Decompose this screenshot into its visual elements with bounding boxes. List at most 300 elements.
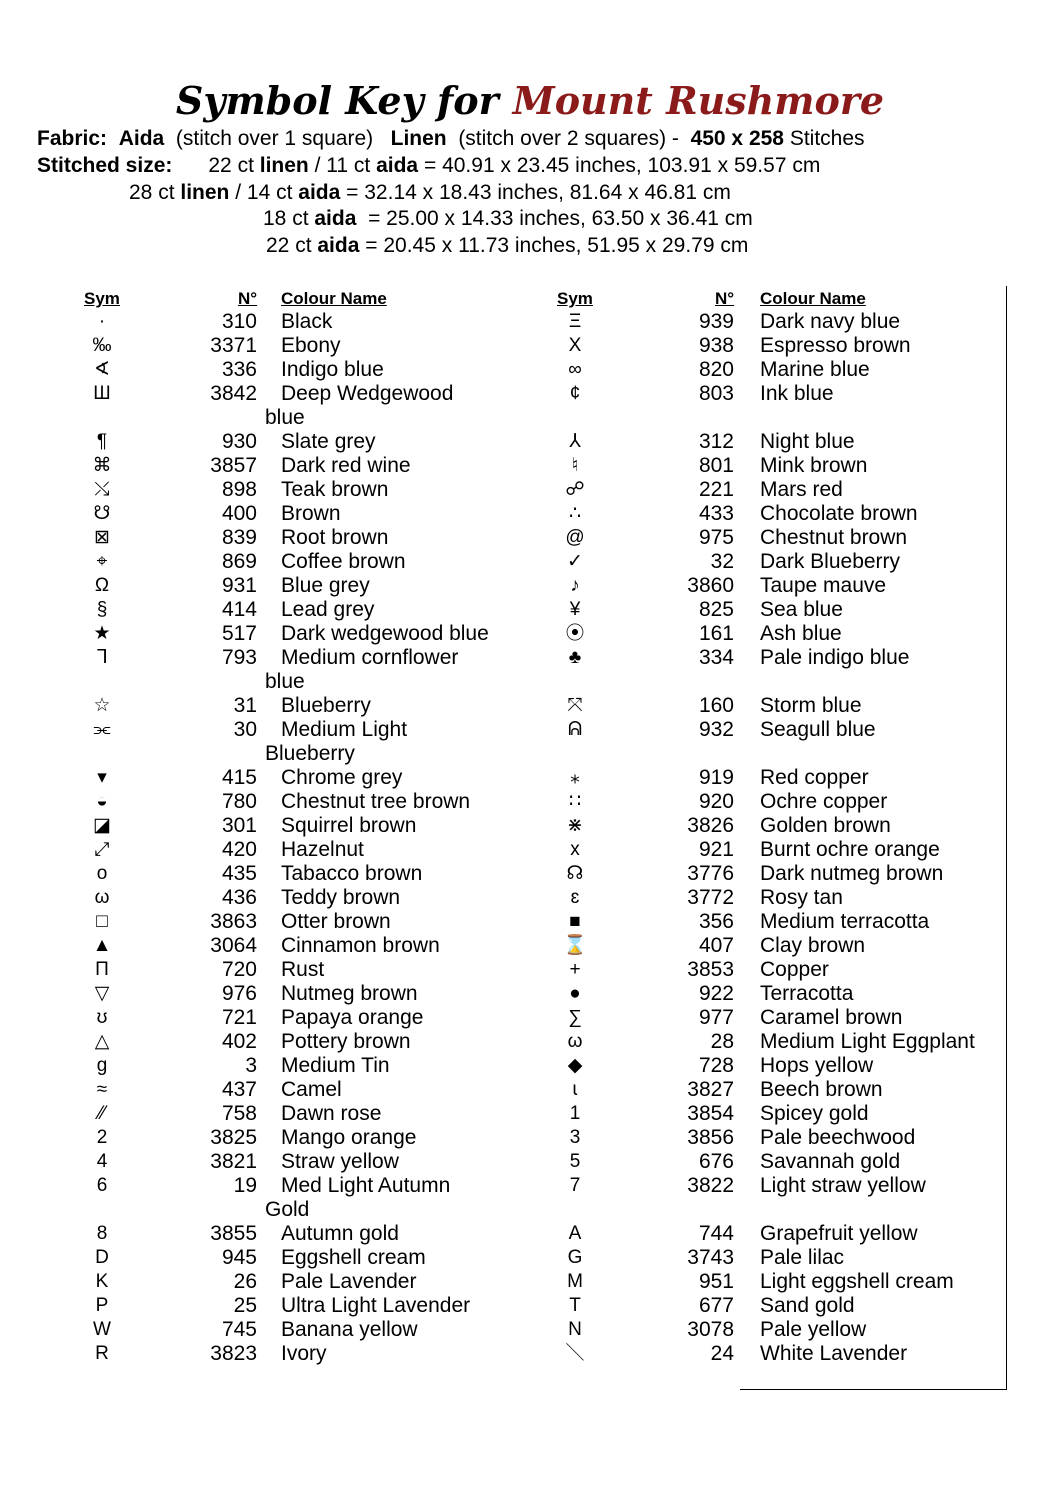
key-colour-name: Rosy tan (760, 886, 843, 909)
key-colour-name: Ebony (281, 334, 341, 357)
col-head-sym-right: Sym (557, 289, 593, 308)
key-colour-name: Teak brown (281, 478, 389, 501)
key-number: 437 (221, 1078, 257, 1101)
key-row-right (0, 790, 1000, 814)
key-number: 3823 (210, 1342, 257, 1365)
key-symbol: ≈ (96, 1079, 108, 1100)
key-number: 922 (698, 982, 734, 1005)
key-row-right (0, 1030, 1000, 1054)
fabric-line: Fabric: Aida (stitch over 1 square) Linen (stitch over 2 squares) - 450 x 258 Stitches (37, 127, 865, 150)
key-row-right (0, 1006, 1000, 1030)
key-number: 402 (221, 1030, 257, 1053)
key-number: 3064 (210, 934, 257, 957)
key-symbol: Ω (94, 575, 110, 596)
key-row-right (0, 862, 1000, 886)
size-line-2: 28 ct linen / 14 ct aida = 32.14 x 18.43 inches, 81.64 x 46.81 cm (129, 181, 731, 204)
key-number: 400 (221, 502, 257, 525)
key-colour-name: Ivory (281, 1342, 327, 1365)
key-colour-name: Hazelnut (281, 838, 364, 861)
key-colour-name: Sea blue (760, 598, 843, 621)
key-row-right (0, 1102, 1000, 1126)
key-colour-name: Night blue (760, 430, 855, 453)
key-symbol: 8 (96, 1223, 108, 1244)
key-symbol: Ξ (568, 311, 582, 332)
key-symbol: ∞ (568, 359, 582, 380)
key-number: 19 (233, 1174, 257, 1197)
key-number: 3856 (687, 1126, 734, 1149)
key-row-right (0, 382, 1000, 406)
key-row-right (0, 694, 1000, 718)
key-colour-name: Otter brown (281, 910, 391, 933)
key-symbol: ✓ (567, 551, 583, 572)
key-number: 898 (221, 478, 257, 501)
key-symbol: ◪ (93, 815, 111, 836)
key-number: 721 (221, 1006, 257, 1029)
key-number: 3 (245, 1054, 257, 1077)
key-colour-name: Papaya orange (281, 1006, 424, 1029)
key-symbol: ⤧ (567, 695, 583, 716)
key-number: 24 (710, 1342, 734, 1365)
key-row-right (0, 1222, 1000, 1246)
key-symbol: 4 (96, 1151, 108, 1172)
key-number: 30 (233, 718, 257, 741)
key-colour-name: Clay brown (760, 934, 866, 957)
key-number: 930 (221, 430, 257, 453)
key-symbol: ⋇ (567, 815, 583, 836)
key-number: 407 (698, 934, 734, 957)
key-colour-name: Marine blue (760, 358, 870, 381)
key-symbol: ⌘ (92, 455, 112, 476)
key-colour-name: Mars red (760, 478, 843, 501)
key-symbol: △ (94, 1031, 110, 1052)
key-colour-name: Golden brown (760, 814, 891, 837)
key-colour-name: Savannah gold (760, 1150, 901, 1173)
col-head-name-left: Colour Name (281, 289, 387, 308)
key-symbol: § (96, 599, 108, 620)
key-colour-name: Taupe mauve (760, 574, 887, 597)
key-number: 720 (221, 958, 257, 981)
key-symbol: ⊠ (94, 527, 110, 548)
key-colour-name: Slate grey (281, 430, 376, 453)
key-symbol: ▽ (94, 983, 110, 1004)
key-number: 3743 (687, 1246, 734, 1269)
key-number: 3842 (210, 382, 257, 405)
page-title (0, 78, 1060, 123)
key-symbol: ☊ (566, 863, 584, 884)
key-number: 3826 (687, 814, 734, 837)
key-row-right (0, 574, 1000, 598)
key-row-right (0, 1246, 1000, 1270)
key-symbol: ∢ (94, 359, 110, 380)
key-colour-name: Red copper (760, 766, 869, 789)
key-number: 745 (221, 1318, 257, 1341)
key-colour-name: Dark wedgewood blue (281, 622, 489, 645)
key-colour-name: Pottery brown (281, 1030, 411, 1053)
key-symbol: ⤢ (94, 839, 110, 860)
key-number: 3863 (210, 910, 257, 933)
key-symbol: ♮ (571, 455, 579, 476)
key-number: 939 (698, 310, 734, 333)
key-symbol: @ (565, 527, 585, 548)
key-symbol: ⅄ (569, 431, 581, 452)
key-colour-name: Medium Light Eggplant (760, 1030, 975, 1053)
key-number: 825 (698, 598, 734, 621)
key-row-right (0, 718, 1000, 742)
key-symbol: ⤯ (94, 479, 110, 500)
key-number: 26 (233, 1270, 257, 1293)
key-colour-name: Hops yellow (760, 1054, 874, 1077)
key-row-right (0, 526, 1000, 550)
key-colour-name: Pale beechwood (760, 1126, 916, 1149)
key-number: 938 (698, 334, 734, 357)
key-colour-name: Cinnamon brown (281, 934, 440, 957)
key-number: 801 (698, 454, 734, 477)
key-symbol: 6 (96, 1175, 108, 1196)
key-number: 3822 (687, 1174, 734, 1197)
table-bottom-border (740, 1389, 1007, 1390)
key-symbol: 2 (96, 1127, 108, 1148)
key-colour-name: Autumn gold (281, 1222, 399, 1245)
key-row-right (0, 838, 1000, 862)
key-colour-name: Ash blue (760, 622, 842, 645)
key-colour-name: Rust (281, 958, 325, 981)
key-row-right (0, 1294, 1000, 1318)
key-symbol: ☋ (93, 503, 111, 524)
key-colour-name: Grapefruit yellow (760, 1222, 918, 1245)
key-colour-name: Lead grey (281, 598, 375, 621)
col-head-sym-left: Sym (84, 289, 120, 308)
key-symbol: ¥ (569, 599, 581, 620)
key-colour-name: Tabacco brown (281, 862, 423, 885)
key-number: 3853 (687, 958, 734, 981)
key-symbol: □ (96, 911, 108, 932)
key-colour-name: Dark red wine (281, 454, 411, 477)
key-number: 356 (698, 910, 734, 933)
key-row-right (0, 934, 1000, 958)
key-row-right (0, 430, 1000, 454)
key-number: 3854 (687, 1102, 734, 1125)
key-colour-name: Root brown (281, 526, 389, 549)
key-number: 415 (221, 766, 257, 789)
key-symbol: ☆ (93, 695, 111, 716)
key-number: 420 (221, 838, 257, 861)
key-row-right (0, 1318, 1000, 1342)
key-number: 32 (710, 550, 734, 573)
key-symbol: ⦿ (565, 623, 585, 644)
key-colour-name: Mink brown (760, 454, 868, 477)
key-symbol: R (95, 1343, 109, 1364)
key-number: 161 (698, 622, 734, 645)
key-symbol: ᕱ (567, 719, 583, 740)
key-colour-name: Beech brown (760, 1078, 883, 1101)
key-colour-name: Med Light Autumn (281, 1174, 451, 1197)
key-symbol: ★ (93, 623, 111, 644)
key-colour-name: Light straw yellow (760, 1174, 926, 1197)
key-row-right (0, 958, 1000, 982)
key-number: 3860 (687, 574, 734, 597)
key-colour-name: Coffee brown (281, 550, 406, 573)
key-row-right (0, 766, 1000, 790)
key-number: 977 (698, 1006, 734, 1029)
key-number: 3855 (210, 1222, 257, 1245)
key-colour-name: Burnt ochre orange (760, 838, 940, 861)
key-row-right (0, 1150, 1000, 1174)
key-number: 334 (698, 646, 734, 669)
key-symbol: ⁎ (570, 767, 580, 788)
key-colour-name: Ink blue (760, 382, 834, 405)
key-symbol: ɩ (572, 1079, 578, 1100)
key-colour-name: Chrome grey (281, 766, 403, 789)
key-symbol: ▾ (97, 767, 107, 788)
key-number: 3825 (210, 1126, 257, 1149)
key-colour-name: Sand gold (760, 1294, 855, 1317)
key-number: 744 (698, 1222, 734, 1245)
key-symbol: g (96, 1055, 108, 1076)
key-symbol: 7 (569, 1175, 581, 1196)
key-colour-name: Seagull blue (760, 718, 876, 741)
key-colour-name-cont: blue (265, 406, 305, 429)
key-number: 3857 (210, 454, 257, 477)
key-symbol: ● (569, 983, 581, 1004)
key-row-right (0, 358, 1000, 382)
key-number: 336 (221, 358, 257, 381)
key-colour-name: Medium Tin (281, 1054, 390, 1077)
key-number: 3827 (687, 1078, 734, 1101)
key-symbol: 5 (569, 1151, 581, 1172)
key-colour-name-cont: blue (265, 670, 305, 693)
key-colour-name: Chestnut tree brown (281, 790, 471, 813)
key-symbol: 1 (569, 1103, 581, 1124)
key-number: 728 (698, 1054, 734, 1077)
key-row-right (0, 550, 1000, 574)
key-colour-name: Indigo blue (281, 358, 384, 381)
key-number: 975 (698, 526, 734, 549)
key-symbol: K (95, 1271, 109, 1292)
key-number: 3821 (210, 1150, 257, 1173)
key-symbol: ¢ (569, 383, 581, 404)
key-colour-name: Terracotta (760, 982, 854, 1005)
key-number: 921 (698, 838, 734, 861)
col-head-num-right: N° (715, 289, 735, 308)
key-colour-name: Copper (760, 958, 829, 981)
key-symbol: P (95, 1295, 109, 1316)
key-number: 820 (698, 358, 734, 381)
key-symbol: ⌛ (563, 935, 587, 956)
key-number: 920 (698, 790, 734, 813)
key-number: 3772 (687, 886, 734, 909)
key-symbol: o (96, 863, 108, 884)
key-colour-name: Eggshell cream (281, 1246, 426, 1269)
key-colour-name: Brown (281, 502, 341, 525)
key-colour-name: Pale Lavender (281, 1270, 417, 1293)
key-symbol: Π (95, 959, 109, 980)
key-colour-name: Dark Blueberry (760, 550, 901, 573)
key-number: 793 (221, 646, 257, 669)
key-symbol: ♣ (568, 647, 582, 668)
key-symbol: + (569, 959, 581, 980)
size-line-1: Stitched size: 22 ct linen / 11 ct aida = 40.91 x 23.45 inches, 103.91 x 59.57 cm (37, 154, 821, 177)
key-symbol: ɛ (570, 887, 580, 908)
key-colour-name: Dark navy blue (760, 310, 901, 333)
key-row-right (0, 334, 1000, 358)
size-line-3: 18 ct aida = 25.00 x 14.33 inches, 63.50 x 36.41 cm (263, 207, 753, 230)
key-colour-name: Spicey gold (760, 1102, 869, 1125)
key-colour-name: Caramel brown (760, 1006, 903, 1029)
key-symbol: ∴ (568, 503, 582, 524)
title-text: Symbol Key for (175, 78, 499, 123)
key-number: 517 (221, 622, 257, 645)
key-number: 976 (221, 982, 257, 1005)
key-symbol: W (93, 1319, 111, 1340)
key-number: 312 (698, 430, 734, 453)
col-head-num-left: N° (238, 289, 258, 308)
table-right-border (1006, 286, 1007, 1390)
key-number: 310 (221, 310, 257, 333)
key-colour-name: Mango orange (281, 1126, 417, 1149)
key-number: 932 (698, 718, 734, 741)
key-colour-name: Pale yellow (760, 1318, 867, 1341)
key-colour-name: Squirrel brown (281, 814, 417, 837)
key-symbol: ‰ (92, 335, 112, 356)
key-symbol: ◒ (96, 791, 108, 812)
key-row-right (0, 622, 1000, 646)
key-symbol: ¶ (96, 431, 108, 452)
key-number: 931 (221, 574, 257, 597)
key-number: 433 (698, 502, 734, 525)
key-row-right (0, 1126, 1000, 1150)
key-symbol: ♪ (570, 575, 580, 596)
key-row-right (0, 982, 1000, 1006)
key-symbol: N (568, 1319, 582, 1340)
key-colour-name: White Lavender (760, 1342, 908, 1365)
key-colour-name: Pale lilac (760, 1246, 845, 1269)
key-number: 436 (221, 886, 257, 909)
key-number: 301 (221, 814, 257, 837)
key-colour-name: Medium Light (281, 718, 408, 741)
key-colour-name: Medium terracotta (760, 910, 930, 933)
key-symbol: ▲ (92, 935, 112, 956)
key-colour-name: Teddy brown (281, 886, 401, 909)
key-number: 945 (221, 1246, 257, 1269)
key-row-right (0, 478, 1000, 502)
pattern-name: Mount Rushmore (512, 78, 885, 123)
key-number: 25 (233, 1294, 257, 1317)
key-symbol: ᒣ (96, 647, 108, 668)
key-symbol: ω (94, 887, 110, 908)
key-symbol: x (570, 839, 580, 860)
key-number: 677 (698, 1294, 734, 1317)
key-number: 3776 (687, 862, 734, 885)
key-symbol: ⫘ (93, 719, 111, 740)
key-row-right (0, 814, 1000, 838)
key-colour-name: Ultra Light Lavender (281, 1294, 471, 1317)
key-symbol: ◆ (567, 1055, 583, 1076)
key-symbol: ⌖ (96, 551, 108, 572)
key-number: 839 (221, 526, 257, 549)
key-symbol: ⁄⁄ (98, 1103, 106, 1124)
key-number: 28 (710, 1030, 734, 1053)
key-number: 3078 (687, 1318, 734, 1341)
key-colour-name: Light eggshell cream (760, 1270, 954, 1293)
key-colour-name: Dark nutmeg brown (760, 862, 944, 885)
key-symbol: T (569, 1295, 581, 1316)
key-row-right (0, 454, 1000, 478)
key-symbol: ∑ (568, 1007, 582, 1028)
key-row-right (0, 1078, 1000, 1102)
key-number: 951 (698, 1270, 734, 1293)
key-symbol: D (95, 1247, 109, 1268)
key-colour-name: Chestnut brown (760, 526, 908, 549)
key-symbol: ☍ (565, 479, 585, 500)
key-row-right (0, 1054, 1000, 1078)
key-colour-name: Chocolate brown (760, 502, 918, 525)
key-number: 414 (221, 598, 257, 621)
key-symbol: ω (567, 1031, 583, 1052)
key-symbol: M (567, 1271, 583, 1292)
key-number: 758 (221, 1102, 257, 1125)
key-colour-name: Banana yellow (281, 1318, 418, 1341)
key-colour-name: Deep Wedgewood (281, 382, 454, 405)
key-number: 803 (698, 382, 734, 405)
key-symbol: G (567, 1247, 583, 1268)
key-row-right (0, 598, 1000, 622)
key-colour-name: Blue grey (281, 574, 370, 597)
key-row-right (0, 502, 1000, 526)
key-number: 869 (221, 550, 257, 573)
key-colour-name: Pale indigo blue (760, 646, 910, 669)
key-colour-name: Espresso brown (760, 334, 911, 357)
key-colour-name: Nutmeg brown (281, 982, 418, 1005)
key-colour-name: Straw yellow (281, 1150, 399, 1173)
key-colour-name: Ochre copper (760, 790, 888, 813)
key-number: 160 (698, 694, 734, 717)
key-symbol: ＼ (565, 1343, 585, 1364)
key-colour-name-cont: Gold (265, 1198, 310, 1221)
key-row-right (0, 1270, 1000, 1294)
key-number: 31 (233, 694, 257, 717)
key-colour-name: Dawn rose (281, 1102, 382, 1125)
key-symbol: · (98, 311, 106, 332)
size-line-4: 22 ct aida = 20.45 x 11.73 inches, 51.95 x 29.79 cm (266, 234, 749, 257)
key-symbol: ∷ (568, 791, 582, 812)
key-number: 919 (698, 766, 734, 789)
key-symbol: A (568, 1223, 582, 1244)
key-number: 221 (698, 478, 734, 501)
key-colour-name: Camel (281, 1078, 342, 1101)
key-colour-name: Black (281, 310, 333, 333)
key-symbol: ■ (569, 911, 581, 932)
key-row-right (0, 1174, 1000, 1198)
key-symbol: ʊ (96, 1007, 108, 1028)
key-symbol: 3 (569, 1127, 581, 1148)
key-number: 3371 (210, 334, 257, 357)
key-colour-name: Storm blue (760, 694, 862, 717)
key-symbol: X (568, 335, 582, 356)
key-row-right (0, 910, 1000, 934)
key-colour-name: Medium cornflower (281, 646, 459, 669)
key-colour-name: Blueberry (281, 694, 371, 717)
key-row-right (0, 646, 1000, 670)
key-number: 676 (698, 1150, 734, 1173)
key-number: 780 (221, 790, 257, 813)
key-colour-name-cont: Blueberry (265, 742, 355, 765)
key-row-right (0, 310, 1000, 334)
key-number: 435 (221, 862, 257, 885)
key-row-right (0, 886, 1000, 910)
key-symbol: Ш (93, 383, 111, 404)
col-head-name-right: Colour Name (760, 289, 866, 308)
key-row-right (0, 1342, 1000, 1366)
